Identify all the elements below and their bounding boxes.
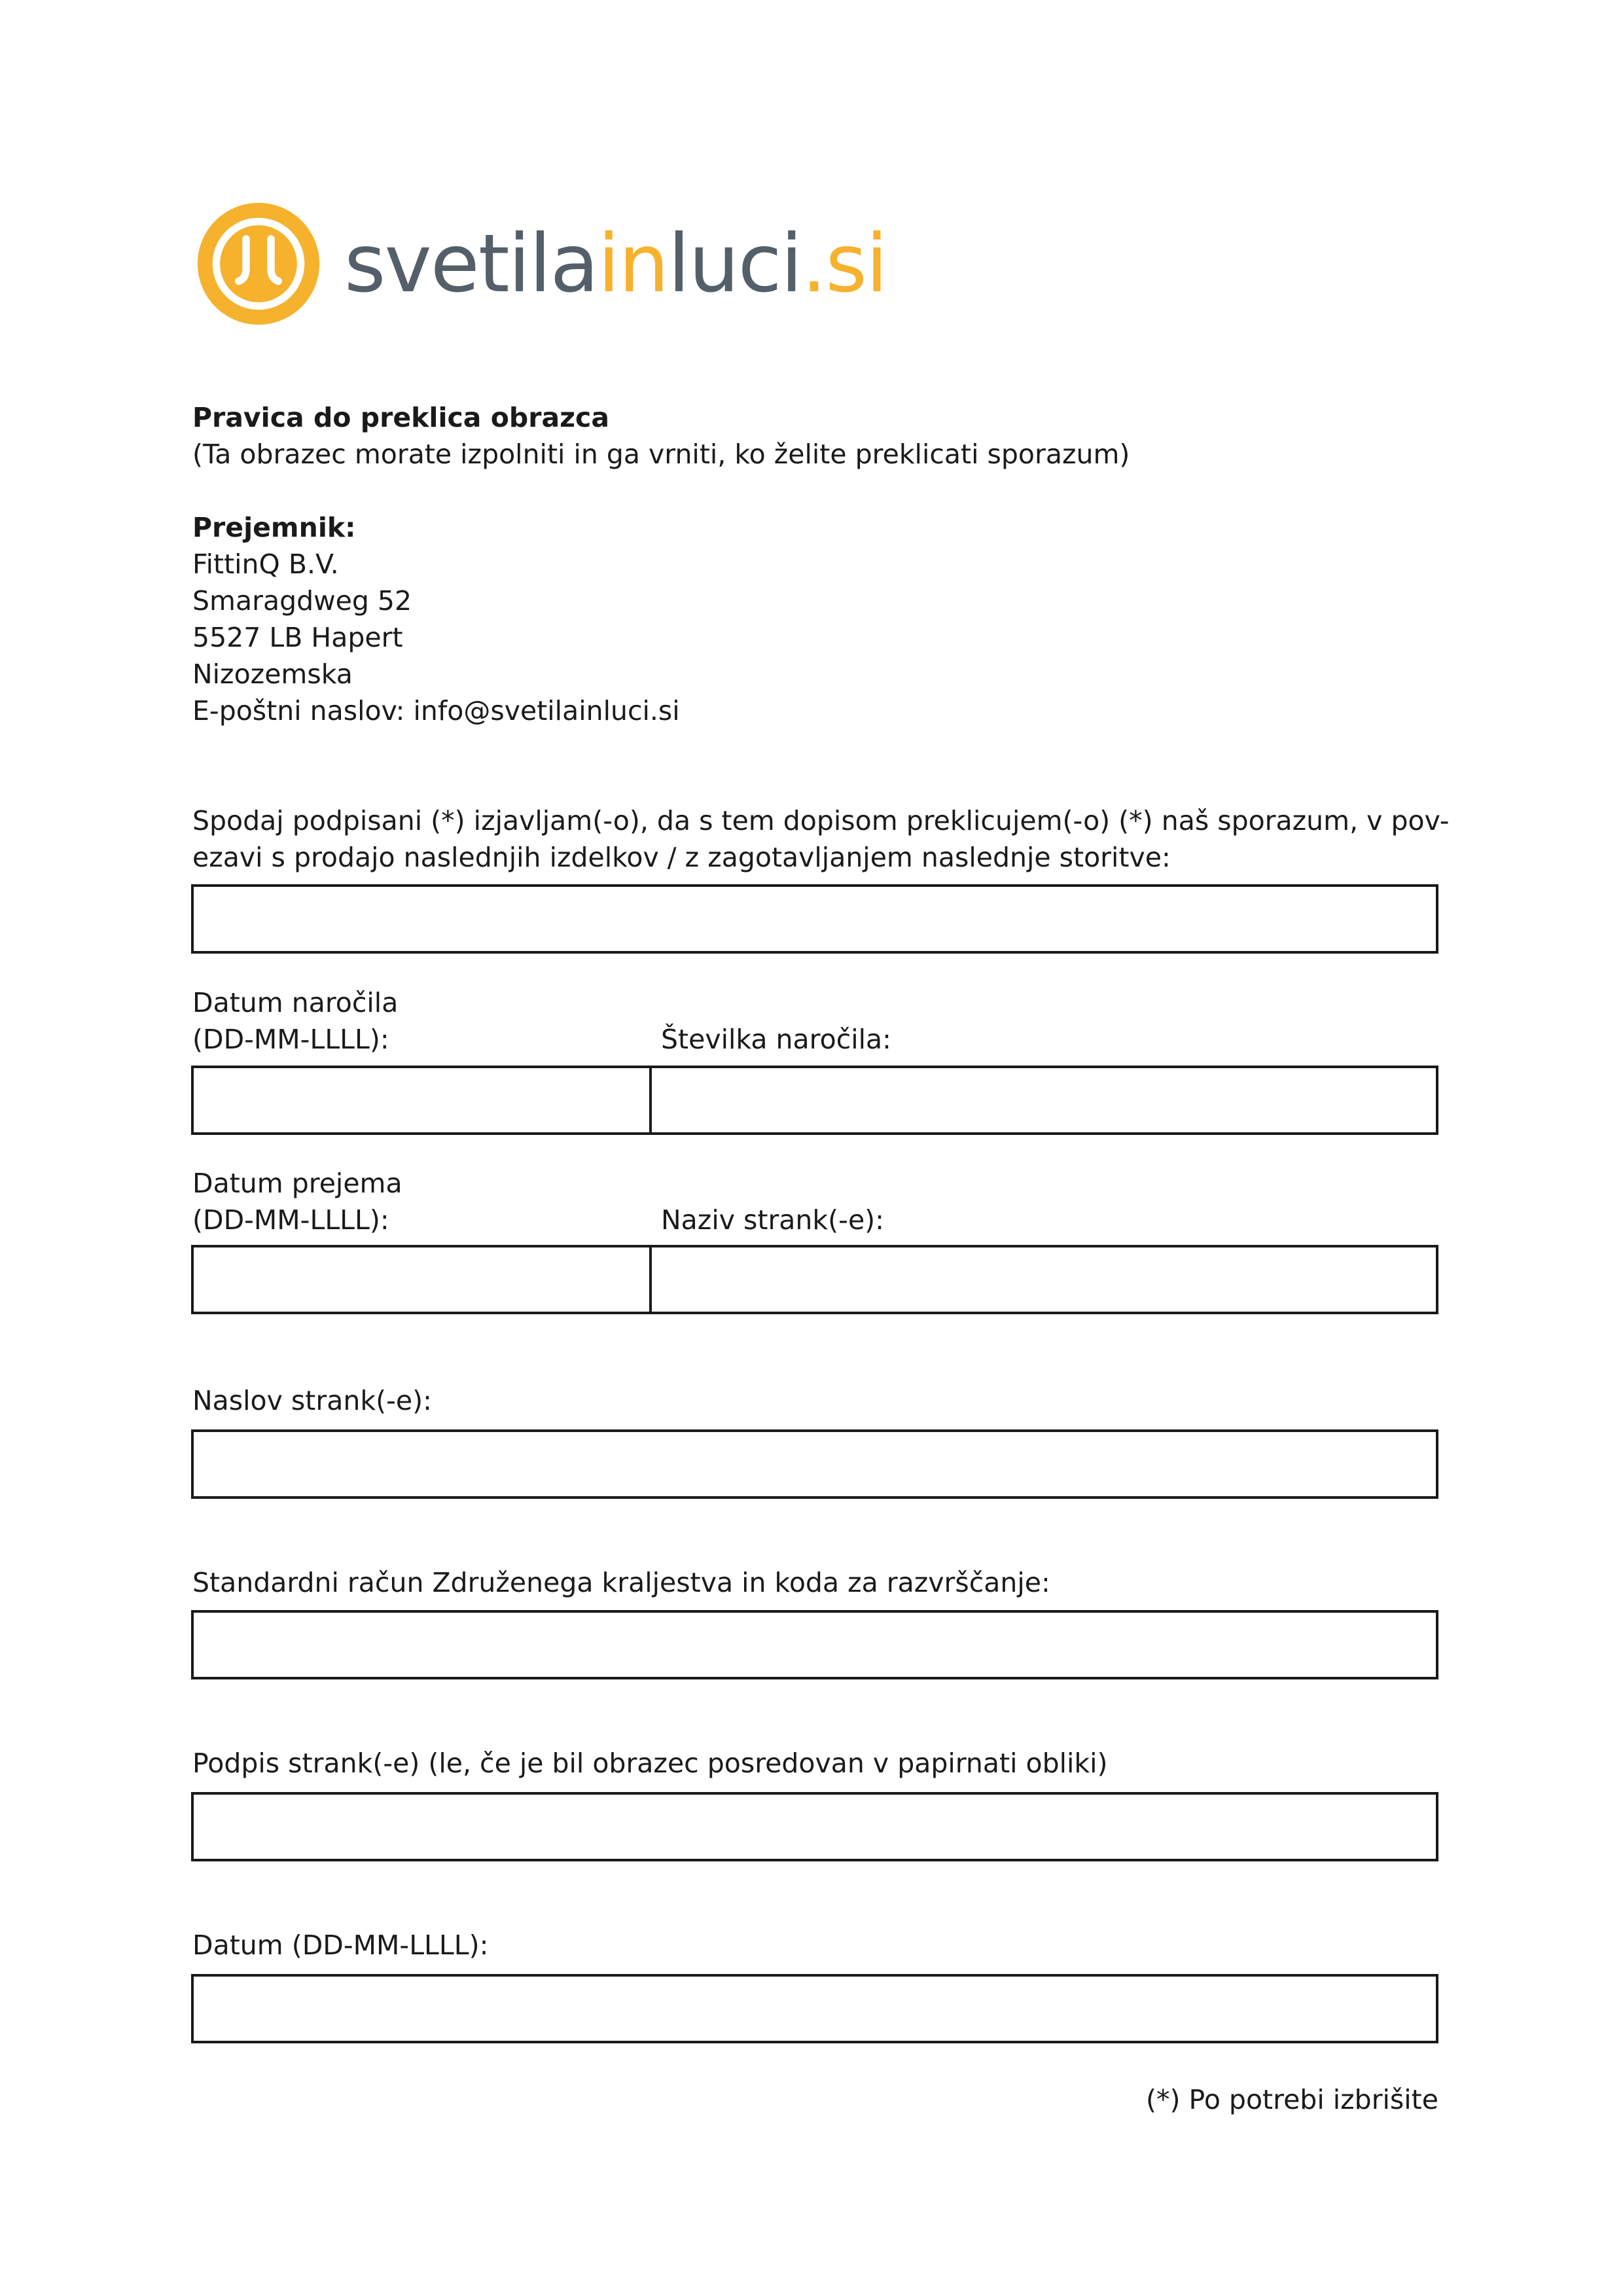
recipient-city: 5527 LB Hapert <box>192 622 403 653</box>
products-field[interactable] <box>191 884 1438 954</box>
declaration-line-2: ezavi s prodajo naslednjih izdelkov / z zagotavljanjem naslednje storitve: <box>192 842 1171 873</box>
power-lamp-icon <box>196 202 321 326</box>
date-label: Datum (DD-MM-LLLL): <box>192 1929 489 1961</box>
client-name-label: Naziv strank(-e): <box>661 1204 884 1236</box>
signature-field[interactable] <box>191 1792 1438 1861</box>
client-name-field[interactable] <box>649 1245 1438 1314</box>
form-title: Pravica do preklica obrazca <box>192 402 609 433</box>
brand-logo <box>196 202 887 326</box>
bank-account-label: Standardni račun Združenega kraljestva in koda za razvrščanje: <box>192 1567 1050 1598</box>
recipient-email: E-poštni naslov: info@svetilainluci.si <box>192 695 680 726</box>
recipient-country: Nizozemska <box>192 658 353 690</box>
receipt-date-label: Datum prejema (DD-MM-LLLL): <box>192 1168 402 1236</box>
recipient-company: FittinQ B.V. <box>192 548 339 580</box>
order-number-label: Številka naročila: <box>661 1024 891 1055</box>
brand-wordmark: svetilainluci.si <box>344 217 887 310</box>
bank-account-field[interactable] <box>191 1610 1438 1679</box>
receipt-date-field[interactable] <box>191 1245 652 1314</box>
client-address-field[interactable] <box>191 1429 1438 1499</box>
order-date-label: Datum naročila (DD-MM-LLLL): <box>192 987 399 1055</box>
order-date-field[interactable] <box>191 1066 652 1135</box>
form-subtitle: (Ta obrazec morate izpolniti in ga vrniti, ko želite preklicati sporazum) <box>192 439 1130 470</box>
client-address-label: Naslov strank(-e): <box>192 1385 432 1416</box>
signature-label: Podpis strank(-e) (le, če je bil obrazec posredovan v papirnati obliki) <box>192 1748 1108 1779</box>
recipient-street: Smaragdweg 52 <box>192 585 412 617</box>
date-field[interactable] <box>191 1974 1438 2043</box>
order-number-field[interactable] <box>649 1066 1438 1135</box>
footnote: (*) Po potrebi izbrišite <box>1146 2084 1438 2115</box>
declaration-line-1: Spodaj podpisani (*) izjavljam(-o), da s tem dopisom preklicujem(-o) (*) naš sporazum, v pov- <box>192 805 1450 836</box>
recipient-label: Prejemnik: <box>192 512 356 543</box>
